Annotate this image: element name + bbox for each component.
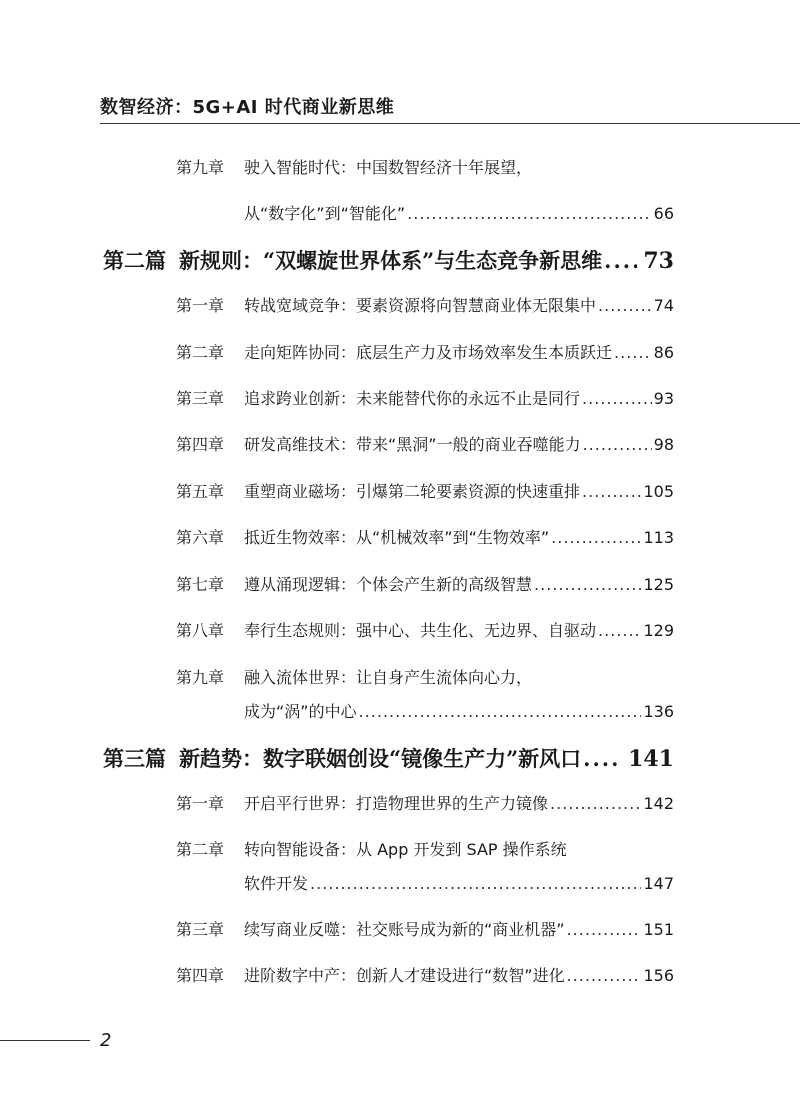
- page-number: 151: [643, 920, 674, 939]
- chapter-title: 遵从涌现逻辑：个体会产生新的高级智慧: [244, 575, 533, 594]
- toc-entry[interactable]: [244, 700, 674, 724]
- chapter-title: 抵近生物效率：从“机械效率”到“生物效率”: [244, 528, 550, 547]
- chapter-title: 软件开发: [244, 874, 309, 893]
- toc-entry[interactable]: [176, 526, 674, 550]
- toc-entry[interactable]: [176, 433, 674, 457]
- dot-leader: [582, 480, 641, 504]
- dot-leader: [583, 433, 652, 457]
- dot-leader: [310, 872, 641, 896]
- page-number: 142: [643, 794, 674, 813]
- page-number: 141: [628, 746, 674, 772]
- dot-leader: [583, 744, 622, 774]
- toc-entry-line1: [176, 666, 532, 690]
- dot-leader: [614, 341, 652, 365]
- page-number: 147: [643, 874, 674, 893]
- chapter-title-line1: 融入流体世界：让自身产生流体向心力，: [244, 668, 533, 687]
- part-label: 第二篇: [103, 248, 166, 273]
- page-number: 74: [653, 296, 674, 315]
- chapter-title: 走向矩阵协同：底层生产力及市场效率发生本质跃迁: [244, 343, 613, 362]
- dot-leader: [550, 792, 641, 816]
- part-label: 第三篇: [103, 746, 166, 771]
- running-header: 数智经济：5G+AI 时代商业新思维: [100, 97, 395, 118]
- chapter-label: 第五章: [176, 482, 225, 501]
- page-number: 156: [643, 966, 674, 985]
- page-number: 86: [653, 343, 674, 362]
- chapter-label: 第四章: [176, 435, 225, 454]
- page-number: 129: [643, 621, 674, 640]
- dot-leader: [407, 202, 651, 226]
- dot-leader: [598, 294, 652, 318]
- toc-entry[interactable]: [176, 964, 674, 988]
- page-number: 98: [653, 435, 674, 454]
- toc-entry[interactable]: [176, 918, 674, 942]
- chapter-label: 第一章: [176, 296, 225, 315]
- toc-part[interactable]: [103, 246, 674, 276]
- chapter-title: 奉行生态规则：强中心、共生化、无边界、自驱动: [244, 621, 597, 640]
- chapter-label: 第二章: [176, 840, 225, 859]
- chapter-label: 第九章: [176, 668, 225, 687]
- page-number: 113: [643, 528, 674, 547]
- chapter-title: 研发高维技术：带来“黑洞”一般的商业吞噬能力: [244, 435, 581, 454]
- toc-entry[interactable]: [176, 619, 674, 643]
- chapter-label: 第三章: [176, 920, 225, 939]
- toc-entry[interactable]: [176, 341, 674, 365]
- toc-entry[interactable]: [244, 202, 674, 226]
- chapter-title: 重塑商业磁场：引爆第二轮要素资源的快速重排: [244, 482, 581, 501]
- page-number: 125: [643, 575, 674, 594]
- chapter-label: 第八章: [176, 621, 225, 640]
- page-number: 73: [643, 248, 674, 274]
- dot-leader: [604, 246, 637, 276]
- chapter-title: 开启平行世界：打造物理世界的生产力镜像: [244, 794, 549, 813]
- chapter-title: 转战宽域竞争：要素资源将向智慧商业体无限集中: [244, 296, 597, 315]
- chapter-title-line1: 转向智能设备：从 App 开发到 SAP 操作系统: [244, 840, 567, 859]
- dot-leader: [359, 700, 642, 724]
- chapter-title-line1: 驶入智能时代：中国数智经济十年展望，: [244, 158, 533, 177]
- footer-rule: [0, 1040, 90, 1041]
- dot-leader: [598, 619, 641, 643]
- toc-entry-line1: [176, 156, 532, 180]
- page-number: 105: [643, 482, 674, 501]
- toc-entry[interactable]: [176, 387, 674, 411]
- chapter-title: 成为“涡”的中心: [244, 702, 357, 721]
- chapter-title: 进阶数字中产：创新人才建设进行“数智”进化: [244, 966, 565, 985]
- page-number: 93: [653, 389, 674, 408]
- chapter-title: 追求跨业创新：未来能替代你的永远不止是同行: [244, 389, 581, 408]
- toc-entry[interactable]: [176, 792, 674, 816]
- page-number: 136: [643, 702, 674, 721]
- toc-entry[interactable]: [176, 480, 674, 504]
- toc-entry[interactable]: [244, 872, 674, 896]
- dot-leader: [567, 964, 642, 988]
- dot-leader: [582, 387, 652, 411]
- toc-entry[interactable]: [176, 573, 674, 597]
- dot-leader: [534, 573, 641, 597]
- chapter-label: 第三章: [176, 389, 225, 408]
- chapter-label: 第四章: [176, 966, 225, 985]
- chapter-title: 从“数字化”到“智能化”: [244, 204, 406, 223]
- toc-entry-line1: [176, 838, 567, 862]
- chapter-label: 第二章: [176, 343, 225, 362]
- chapter-label: 第六章: [176, 528, 225, 547]
- folio-page-number: 2: [100, 1030, 112, 1051]
- toc-entry[interactable]: [176, 294, 674, 318]
- chapter-title: 续写商业反噬：社交账号成为新的“商业机器”: [244, 920, 565, 939]
- chapter-label: 第九章: [176, 158, 225, 177]
- chapter-label: 第一章: [176, 794, 225, 813]
- part-title: 新规则：“双螺旋世界体系”与生态竞争新思维: [179, 248, 603, 273]
- toc-part[interactable]: [103, 744, 674, 774]
- chapter-label: 第七章: [176, 575, 225, 594]
- part-title: 新趋势：数字联姻创设“镜像生产力”新风口: [179, 746, 582, 771]
- header-rule: [100, 123, 800, 124]
- dot-leader: [567, 918, 642, 942]
- page-number: 66: [653, 204, 674, 223]
- dot-leader: [551, 526, 641, 550]
